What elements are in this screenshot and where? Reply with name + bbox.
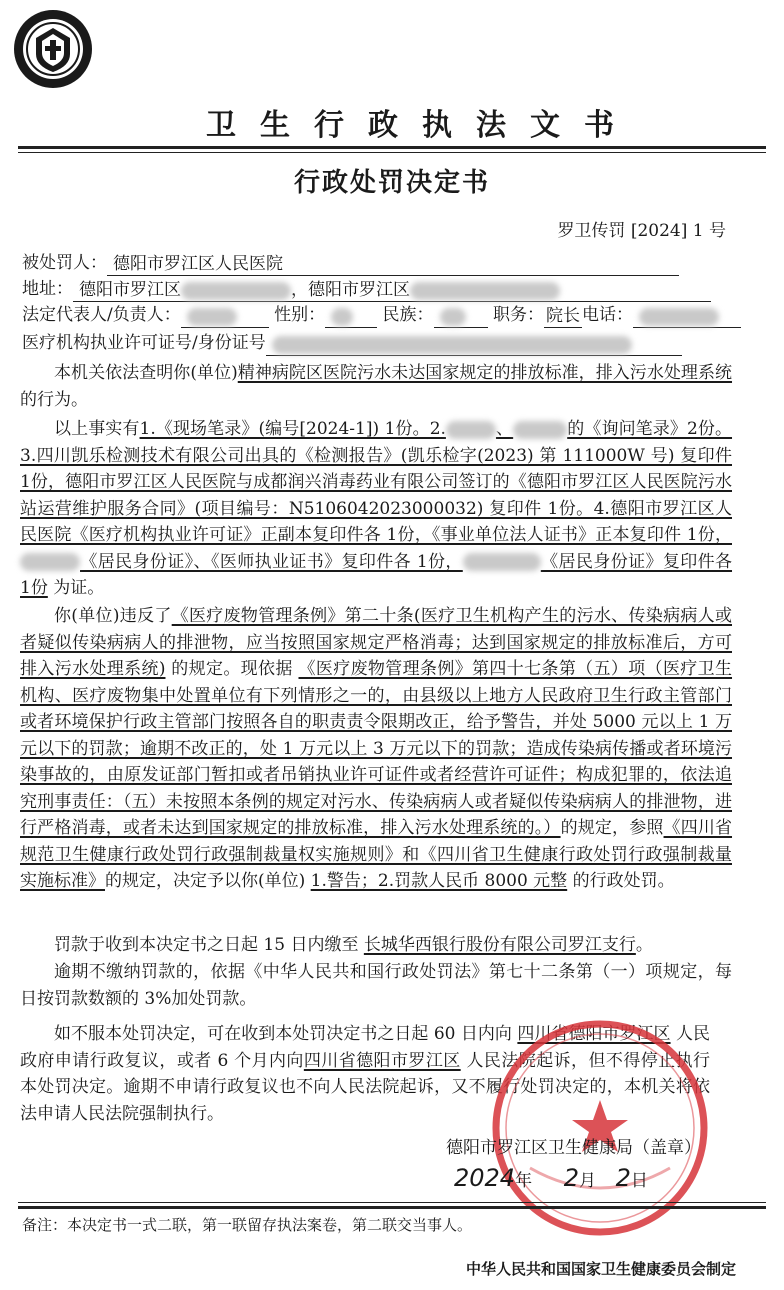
header-rule-thin (18, 152, 766, 153)
paragraph-findings (20, 360, 732, 413)
footer-maker: 中华人民共和国国家卫生健康委员会制定 (465, 1260, 736, 1278)
date-year: 2024 (454, 1164, 516, 1192)
redacted-block (463, 553, 541, 571)
redacted-block (272, 336, 632, 354)
gender-value (325, 305, 377, 328)
representative-value (181, 305, 269, 328)
date-day-suffix: 日 (630, 1171, 648, 1191)
violation-mid3: 的规定，决定予以你(单位) (105, 871, 306, 891)
phone-value (633, 305, 741, 328)
evidence-part-e: 《居民身份证》复印件各 1份 (20, 551, 733, 598)
payment-tail: 。 (635, 935, 653, 955)
redacted-block (331, 308, 353, 326)
issuer-signature: 德阳市罗江区卫生健康局（盖章） (446, 1138, 701, 1158)
header-title: 卫生行政执法文书 (206, 108, 638, 143)
appeal-government: 四川省德阳市罗江区 (517, 1024, 671, 1044)
paragraph-evidence (20, 416, 732, 602)
license-value (266, 333, 682, 356)
penalized-label: 被处罚人： (22, 253, 107, 273)
position-text: 院长 (545, 306, 580, 326)
ethnicity-label: 民族： (382, 305, 434, 325)
redacted-block (20, 553, 80, 571)
official-red-stamp-icon (490, 1018, 710, 1238)
violation-tail: 的行政处罚。 (572, 871, 675, 891)
violation-mid: 的规定。现依据 (171, 659, 293, 679)
header-rule-thick (18, 146, 766, 149)
address-part1: 德阳市罗江区 (79, 280, 181, 300)
redacted-block (446, 421, 496, 439)
findings-lead: 本机关依法查明你(单位) (54, 363, 238, 383)
date-year-suffix: 年 (515, 1171, 533, 1191)
evidence-part-c: 的《询问笔录》2份。3.四川凯乐检测技术有限公司出具的《检测报告》(凯乐检字(2023) 第 111000W 号) 复印件 1份，德阳市罗江区人民医院与成都润兴消毒药业有限公司签订的《德阳市罗江区人民医院污水站运营维护服务合同》(项目编号：N5106042023000032) 复印件 1份。4.德阳市罗江区人民医院《医疗机构执业许可证》正副本复印件各 1份，《事业单位法人证书》正本复印件 1份， (20, 419, 733, 545)
appeal-mid: 人民政府申请行政复议，或者 6 个月内向 (20, 1024, 711, 1071)
representative-label: 法定代表人/负责人： (22, 305, 181, 325)
license-row (22, 330, 682, 356)
payment-lead: 罚款于收到本决定书之日起 15 日内缴至 (54, 935, 359, 955)
ethnicity-value (434, 305, 488, 328)
date-month: 2 (563, 1164, 579, 1192)
evidence-part-b: 、 (495, 419, 514, 439)
penalty-decision: 1.警告；2.罚款人民币 8000 元整 (310, 871, 568, 891)
redacted-block (513, 421, 567, 439)
address-label: 地址： (22, 279, 73, 299)
penalized-value (107, 253, 679, 276)
evidence-lead: 以上事实有 (54, 419, 140, 439)
health-supervision-badge-icon (12, 8, 94, 90)
evidence-text (20, 419, 732, 598)
document-title: 行政处罚决定书 (293, 168, 490, 198)
evidence-tail: 为证。 (53, 578, 105, 598)
violation-mid2: 的规定，参照 (560, 818, 664, 838)
paragraph-late-fee: 逾期不缴纳罚款的，依据《中华人民共和国行政处罚法》第七十二条第（一）项规定，每日按罚款数额的 3%加处罚款。 (20, 962, 732, 1009)
date-month-suffix: 月 (579, 1171, 596, 1191)
evidence-part-d: 《居民身份证》、《医师执业证书》复印件各 1份， (80, 551, 463, 572)
redacted-block (440, 308, 466, 326)
findings-tail: 的行为。 (20, 389, 88, 410)
violation-clause: 《医疗废物管理条例》第二十条(医疗卫生机构产生的污水、传染病病人或者疑似传染病病人的排泄物，应当按照国家规定严格消毒；达到国家规定的排放标准后，方可排入污水处理系统) (20, 606, 732, 679)
gender-label: 性别： (274, 305, 326, 325)
footer-rule-thick (18, 1206, 766, 1209)
position-value (544, 305, 582, 328)
paragraph-violation (20, 603, 732, 895)
phone-label: 电话： (581, 305, 633, 325)
position-label: 职务： (492, 305, 544, 325)
evidence-part-a: 1.《现场笔录》(编号[2024-1]) 1份。2. (139, 419, 446, 439)
issue-date (454, 1164, 648, 1192)
appeal-lead: 如不服本处罚决定，可在收到本处罚决定书之日起 60 日内向 (54, 1024, 512, 1044)
appeal-tail: 人民法院起诉，但不得停止执行本处罚决定。逾期不申请行政复议也不向人民法院起诉，又不履行处罚决定的，本机关将依法申请人民法院强制执行。 (20, 1050, 711, 1124)
footer-rule-thin (18, 1202, 766, 1203)
penalty-basis: 《医疗废物管理条例》第四十七条第（五）项（医疗卫生机构、医疗废物集中处置单位有下列情形之一的，由县级以上地方人民政府卫生行政主管部门或者环境保护行政主管部门按照各自的职责责令限期改正，给予警告，并处 5000 元以上 1 万元以下的罚款；逾期不改正的，处 1 万元以上 3 万元以下的罚款；造成传染病传播或者环境污染事故的，由原发证部门暂扣或者吊销执业许可证件或者经营许可证件；构成犯罪的，依法追究刑事责任：（五）未按照本条例的规定对污水、传染病病人或者疑似传染病病人的排泄物，进行严格消毒，或者未达到国家规定的排放标准，排入污水处理系统的。） (20, 659, 733, 838)
redacted-block (639, 308, 719, 326)
representative-row (22, 302, 741, 328)
violation-lead: 你(单位)违反了 (54, 606, 172, 626)
license-label: 医疗机构执业许可证号/身份证号 (22, 333, 266, 353)
appeal-court: 四川省德阳市罗江区 (303, 1050, 461, 1071)
address-value (73, 279, 711, 302)
address-part2: ，德阳市罗江区 (291, 280, 410, 300)
date-day: 2 (615, 1164, 631, 1192)
redacted-block (410, 282, 560, 300)
redacted-block (181, 282, 291, 300)
penalized-name: 德阳市罗江区人民医院 (113, 254, 283, 274)
reference-rules: 《四川省规范卫生健康行政处罚行政强制裁量权实施规则》和《四川省卫生健康行政处罚行政强制裁量实施标准》 (20, 818, 733, 891)
footer-remark: 备注：本决定书一式二联，第一联留存执法案卷，第二联交当事人。 (22, 1216, 473, 1234)
penalized-party-row (22, 250, 679, 276)
payment-bank: 长城华西银行股份有限公司罗江支行 (363, 935, 636, 955)
document-number: 罗卫传罚 [2024] 1 号 (557, 221, 726, 241)
paragraph-payment (20, 932, 732, 959)
address-row (22, 276, 711, 302)
redacted-block (187, 308, 237, 326)
findings-text: 精神病院区医院污水未达国家规定的排放标准，排入污水处理系统 (237, 363, 733, 383)
